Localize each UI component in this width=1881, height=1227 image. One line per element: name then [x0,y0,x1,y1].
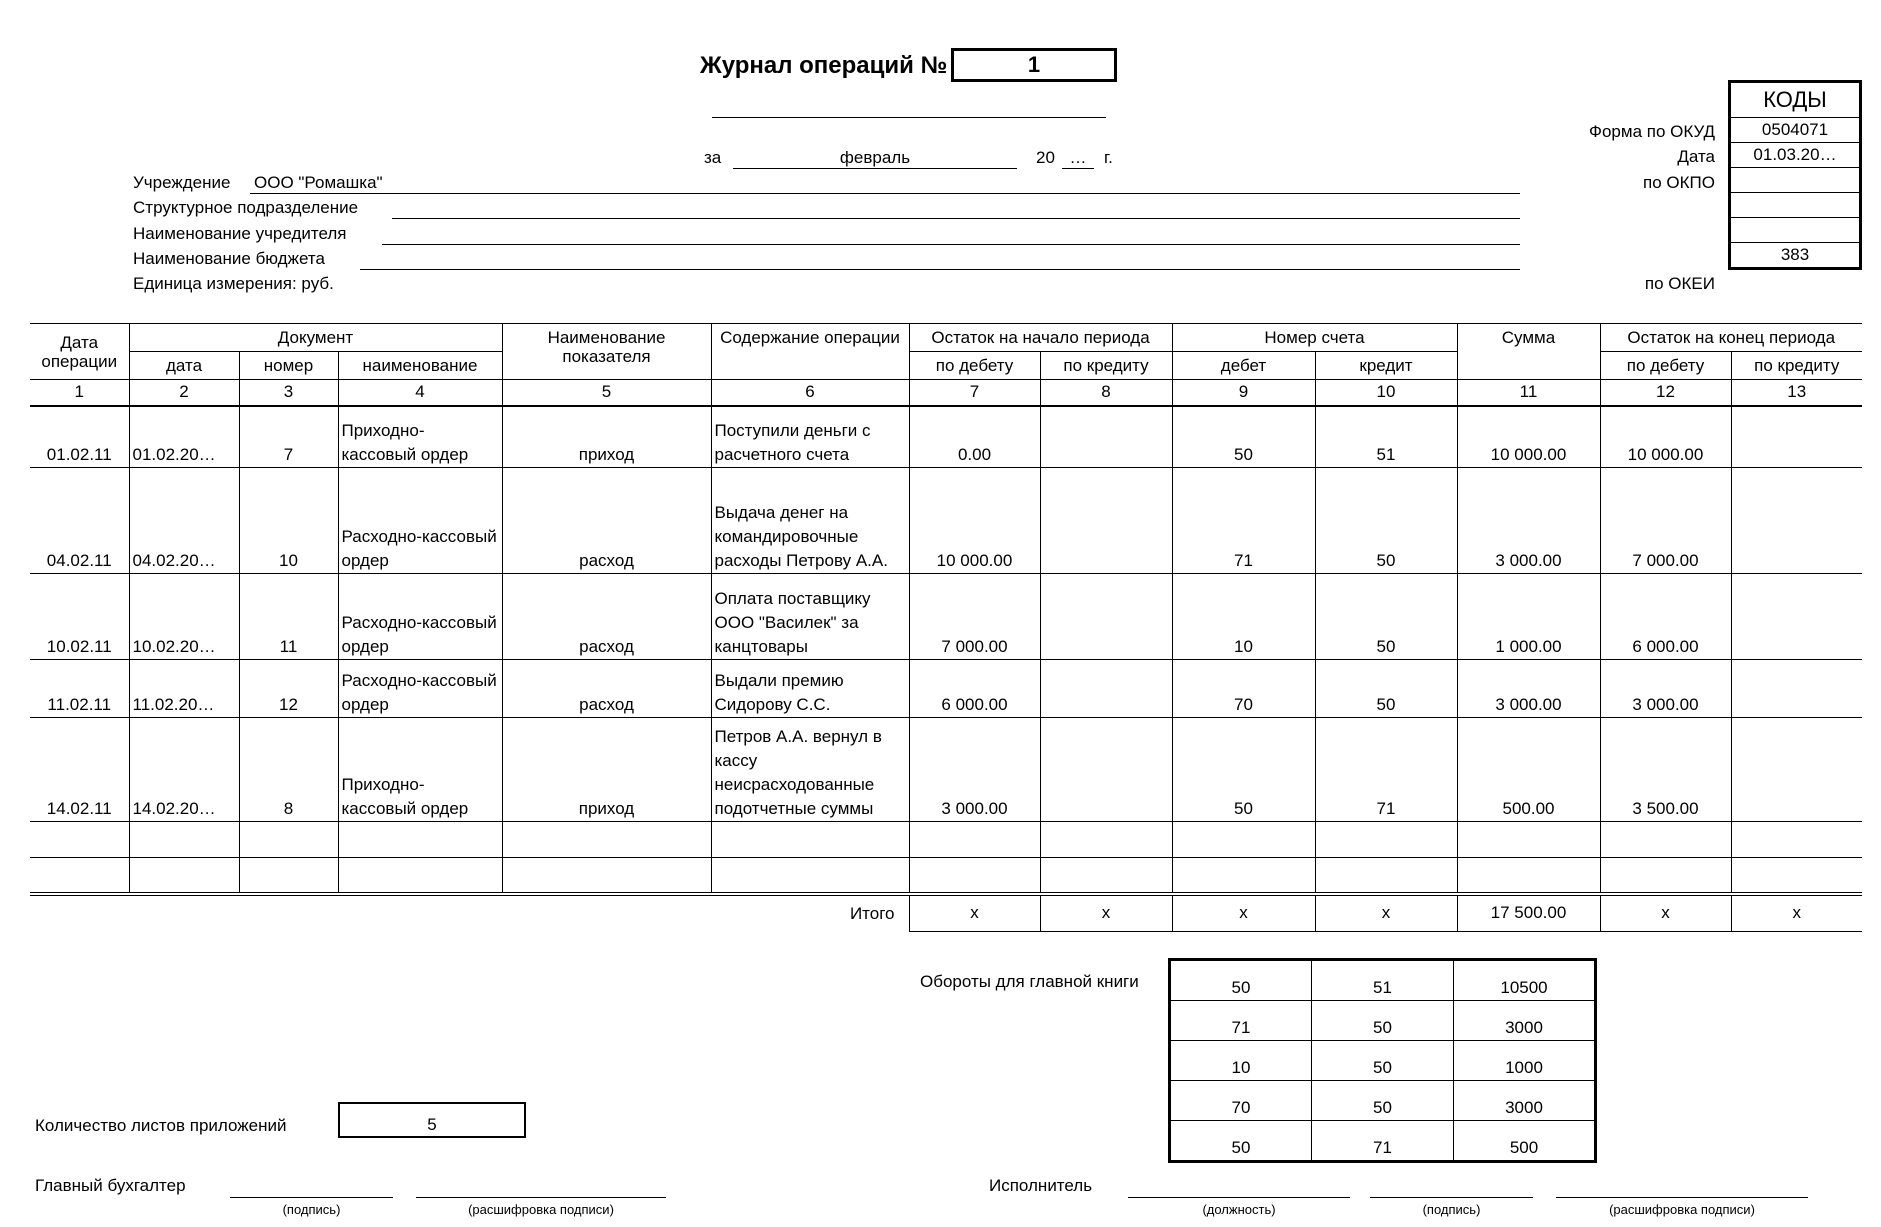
cell-start-credit[interactable] [1040,718,1172,822]
header-end-credit: по кредиту [1731,352,1862,380]
cell-doc-name[interactable]: Приходно-кассовый ордер [338,406,502,468]
cell-indicator[interactable]: расход [502,660,711,718]
turnover-table [1168,958,1597,1163]
cell-doc-date[interactable]: 11.02.20… [129,660,239,718]
empty-cell[interactable] [338,822,502,858]
cell-op-date[interactable]: 01.02.11 [30,406,129,468]
cell-content[interactable]: Выдача денег на командировочные расходы Петрову А.А. [711,468,909,574]
empty-cell[interactable] [30,858,129,894]
turnover-credit[interactable]: 51 [1312,960,1454,1001]
total-acc-debit: x [1172,894,1315,932]
founder-label: Наименование учредителя [133,224,347,243]
empty-cell[interactable] [239,822,338,858]
turnover-credit[interactable]: 50 [1312,1001,1454,1041]
empty-cell[interactable] [909,822,1040,858]
header-balance-end: Остаток на конец периода [1600,324,1862,352]
header-balance-start: Остаток на начало периода [909,324,1172,352]
cell-start-credit[interactable] [1040,660,1172,718]
table-row [30,574,1862,660]
cell-acc-credit[interactable]: 71 [1315,718,1457,822]
institution-value[interactable]: ООО "Ромашка" [254,173,383,192]
code-row-4[interactable] [1731,193,1859,218]
cell-start-credit[interactable] [1040,574,1172,660]
total-end-debit: x [1600,894,1731,932]
attachments-box[interactable] [338,1102,526,1138]
executor-sign-caption: (подпись) [1422,1202,1481,1217]
okei-label: по ОКЕИ [1644,274,1715,293]
codes-box [1728,80,1862,270]
cell-start-debit[interactable]: 3 000.00 [909,718,1040,822]
unit-label: Единица измерения: руб. [133,274,334,293]
table-row [30,660,1862,718]
cell-doc-number[interactable]: 8 [239,718,338,822]
year-suffix[interactable]: … [1069,148,1087,167]
turnover-credit[interactable]: 71 [1312,1121,1454,1162]
total-acc-credit: x [1315,894,1457,932]
cell-start-credit[interactable] [1040,406,1172,468]
empty-cell[interactable] [30,822,129,858]
title-underline [712,117,1106,118]
total-start-debit: x [909,894,1040,932]
col-number: 9 [1172,380,1315,406]
period-prefix: за [704,148,722,167]
header-account: Номер счета [1172,324,1457,352]
cell-content[interactable]: Оплата поставщику ООО "Василек" за канцтовары [711,574,909,660]
empty-cell[interactable] [1600,858,1731,894]
header-start-credit: по кредиту [1040,352,1172,380]
journal-number-box[interactable] [951,48,1117,82]
cell-indicator[interactable]: расход [502,468,711,574]
turnover-row [1170,1121,1596,1162]
col-number: 4 [338,380,502,406]
cell-end-debit[interactable]: 10 000.00 [1600,406,1731,468]
empty-cell[interactable] [1315,858,1457,894]
header-document: Документ [129,324,502,352]
empty-cell[interactable] [1172,858,1315,894]
institution-underline [250,193,1520,194]
cell-op-date[interactable]: 04.02.11 [30,468,129,574]
cell-acc-credit[interactable]: 50 [1315,660,1457,718]
journal-number: 1 [1027,52,1041,77]
cell-doc-name[interactable]: Расходно-кассовый ордер [338,468,502,574]
col-number: 3 [239,380,338,406]
empty-cell[interactable] [711,822,909,858]
cell-end-debit[interactable]: 3 500.00 [1600,718,1731,822]
year-prefix: 20 [1036,148,1055,167]
table-row [30,406,1862,468]
chief-accountant-label: Главный бухгалтер [35,1176,186,1195]
codes-title: КОДЫ [1731,83,1859,118]
total-start-credit: x [1040,894,1172,932]
turnover-credit[interactable]: 50 [1312,1081,1454,1121]
turnover-amount[interactable]: 3000 [1454,1081,1596,1121]
header-op-date: Дата операции [30,324,129,380]
cell-end-credit[interactable] [1731,406,1862,468]
cell-doc-date[interactable]: 14.02.20… [129,718,239,822]
executor-label: Исполнитель [989,1176,1093,1195]
turnover-row [1170,1081,1596,1121]
cell-doc-name[interactable]: Расходно-кассовый ордер [338,574,502,660]
cell-acc-debit[interactable]: 10 [1172,574,1315,660]
okpo-label: по ОКПО [1643,173,1715,192]
cell-start-credit[interactable] [1040,468,1172,574]
division-underline[interactable] [392,218,1520,219]
date-value[interactable]: 01.03.20… [1731,143,1859,168]
budget-label: Наименование бюджета [133,249,325,268]
col-number: 7 [909,380,1040,406]
cell-acc-debit[interactable]: 50 [1172,718,1315,822]
total-label: Итого [30,894,909,932]
cell-doc-name[interactable]: Приходно-кассовый ордер [338,718,502,822]
turnover-amount[interactable]: 3000 [1454,1001,1596,1041]
col-number: 2 [129,380,239,406]
header-acc-credit: кредит [1315,352,1457,380]
col-number: 12 [1600,380,1731,406]
date-label: Дата [1677,147,1715,166]
cell-doc-date[interactable]: 04.02.20… [129,468,239,574]
cell-end-credit[interactable] [1731,468,1862,574]
empty-cell[interactable] [502,822,711,858]
cell-end-debit[interactable]: 3 000.00 [1600,660,1731,718]
cell-op-date[interactable]: 11.02.11 [30,660,129,718]
total-end-credit: x [1731,894,1862,932]
cell-indicator[interactable]: приход [502,718,711,822]
cell-doc-date[interactable]: 01.02.20… [129,406,239,468]
col-number: 10 [1315,380,1457,406]
chief-decode-line[interactable] [416,1197,666,1198]
empty-cell[interactable] [129,822,239,858]
cell-start-debit[interactable]: 7 000.00 [909,574,1040,660]
cell-acc-credit[interactable]: 50 [1315,574,1457,660]
col-number: 5 [502,380,711,406]
empty-cell[interactable] [1172,822,1315,858]
cell-end-debit[interactable]: 7 000.00 [1600,468,1731,574]
executor-sign-line[interactable] [1370,1197,1533,1198]
cell-doc-number[interactable]: 10 [239,468,338,574]
okud-label: Форма по ОКУД [1589,122,1715,141]
cell-doc-number[interactable]: 7 [239,406,338,468]
turnover-debit[interactable]: 50 [1170,1121,1312,1162]
executor-position-line[interactable] [1128,1197,1350,1198]
okpo-value[interactable] [1731,168,1859,193]
header-acc-debit: дебет [1172,352,1315,380]
chief-sign-caption: (подпись) [282,1202,341,1217]
cell-start-debit[interactable]: 10 000.00 [909,468,1040,574]
turnover-amount[interactable]: 1000 [1454,1041,1596,1081]
cell-op-date[interactable]: 10.02.11 [30,574,129,660]
empty-cell[interactable] [338,858,502,894]
cell-op-date[interactable]: 14.02.11 [30,718,129,822]
institution-label: Учреждение [133,173,231,192]
turnover-debit[interactable]: 71 [1170,1001,1312,1041]
turnover-amount[interactable]: 10500 [1454,960,1596,1001]
cell-end-credit[interactable] [1731,660,1862,718]
division-label: Структурное подразделение [133,198,359,217]
header-doc-number: номер [239,352,338,380]
cell-start-debit[interactable]: 6 000.00 [909,660,1040,718]
month-underline [733,168,1017,169]
cell-content[interactable]: Петров А.А. вернул в кассу неисрасходованные подотчетные суммы [711,718,909,822]
cell-indicator[interactable]: расход [502,574,711,660]
empty-cell[interactable] [1731,822,1862,858]
header-doc-date: дата [129,352,239,380]
empty-cell[interactable] [1457,858,1600,894]
header-indicator: Наименование показателя [502,324,711,380]
cell-end-credit[interactable] [1731,718,1862,822]
cell-acc-debit[interactable]: 71 [1172,468,1315,574]
header-content: Содержание операции [711,324,909,380]
turnover-debit[interactable]: 10 [1170,1041,1312,1081]
attachments-value: 5 [427,1115,437,1134]
turnover-debit[interactable]: 50 [1170,960,1312,1001]
cell-acc-debit[interactable]: 50 [1172,406,1315,468]
col-number: 11 [1457,380,1600,406]
executor-position-caption: (должность) [1202,1202,1276,1217]
header-end-debit: по дебету [1600,352,1731,380]
empty-cell[interactable] [711,858,909,894]
col-number: 8 [1040,380,1172,406]
col-number: 6 [711,380,909,406]
empty-cell[interactable] [1600,822,1731,858]
header-sum: Сумма [1457,324,1600,380]
empty-cell[interactable] [502,858,711,894]
empty-cell[interactable] [129,858,239,894]
total-sum: 17 500.00 [1457,894,1600,932]
cell-content[interactable]: Поступили деньги с расчетного счета [711,406,909,468]
budget-underline[interactable] [360,269,1520,270]
empty-cell[interactable] [1040,822,1172,858]
cell-doc-date[interactable]: 10.02.20… [129,574,239,660]
cell-sum[interactable]: 1 000.00 [1457,574,1600,660]
cell-doc-number[interactable]: 11 [239,574,338,660]
period-month[interactable]: февраль [839,148,911,167]
cell-acc-debit[interactable]: 70 [1172,660,1315,718]
cell-sum[interactable]: 10 000.00 [1457,406,1600,468]
year-underline [1062,168,1094,169]
code-row-5[interactable] [1731,218,1859,243]
turnover-row [1170,1041,1596,1081]
founder-underline[interactable] [382,244,1520,245]
turnover-row [1170,960,1596,1001]
cell-acc-credit[interactable]: 51 [1315,406,1457,468]
turnover-amount[interactable]: 500 [1454,1121,1596,1162]
turnover-credit[interactable]: 50 [1312,1041,1454,1081]
operations-table [30,323,1862,932]
chief-decode-caption: (расшифровка подписи) [468,1202,614,1217]
cell-content[interactable]: Выдали премию Сидорову С.С. [711,660,909,718]
table-row [30,718,1862,822]
cell-doc-name[interactable]: Расходно-кассовый ордер [338,660,502,718]
chief-sign-line[interactable] [230,1197,393,1198]
empty-cell[interactable] [1731,858,1862,894]
cell-sum[interactable]: 500.00 [1457,718,1600,822]
cell-sum[interactable]: 3 000.00 [1457,660,1600,718]
header-start-debit: по дебету [909,352,1040,380]
table-row [30,468,1862,574]
page-title: Журнал операций № [700,52,948,79]
turnover-debit[interactable]: 70 [1170,1081,1312,1121]
turnover-label: Обороты для главной книги [920,972,1139,991]
cell-doc-number[interactable]: 12 [239,660,338,718]
cell-indicator[interactable]: приход [502,406,711,468]
okud-value[interactable]: 0504071 [1731,118,1859,143]
attachments-label: Количество листов приложений [35,1116,287,1135]
header-doc-name: наименование [338,352,502,380]
year-unit: г. [1104,148,1113,167]
empty-cell[interactable] [239,858,338,894]
turnover-row [1170,1001,1596,1041]
okei-value[interactable]: 383 [1780,245,1810,264]
cell-start-debit[interactable]: 0.00 [909,406,1040,468]
cell-end-credit[interactable] [1731,574,1862,660]
empty-cell[interactable] [1040,858,1172,894]
empty-cell[interactable] [1457,822,1600,858]
empty-cell[interactable] [1315,822,1457,858]
empty-cell[interactable] [909,858,1040,894]
executor-decode-caption: (расшифровка подписи) [1609,1202,1755,1217]
cell-sum[interactable]: 3 000.00 [1457,468,1600,574]
cell-acc-credit[interactable]: 50 [1315,468,1457,574]
executor-decode-line[interactable] [1556,1197,1808,1198]
col-number: 13 [1731,380,1862,406]
col-number: 1 [30,380,129,406]
cell-end-debit[interactable]: 6 000.00 [1600,574,1731,660]
